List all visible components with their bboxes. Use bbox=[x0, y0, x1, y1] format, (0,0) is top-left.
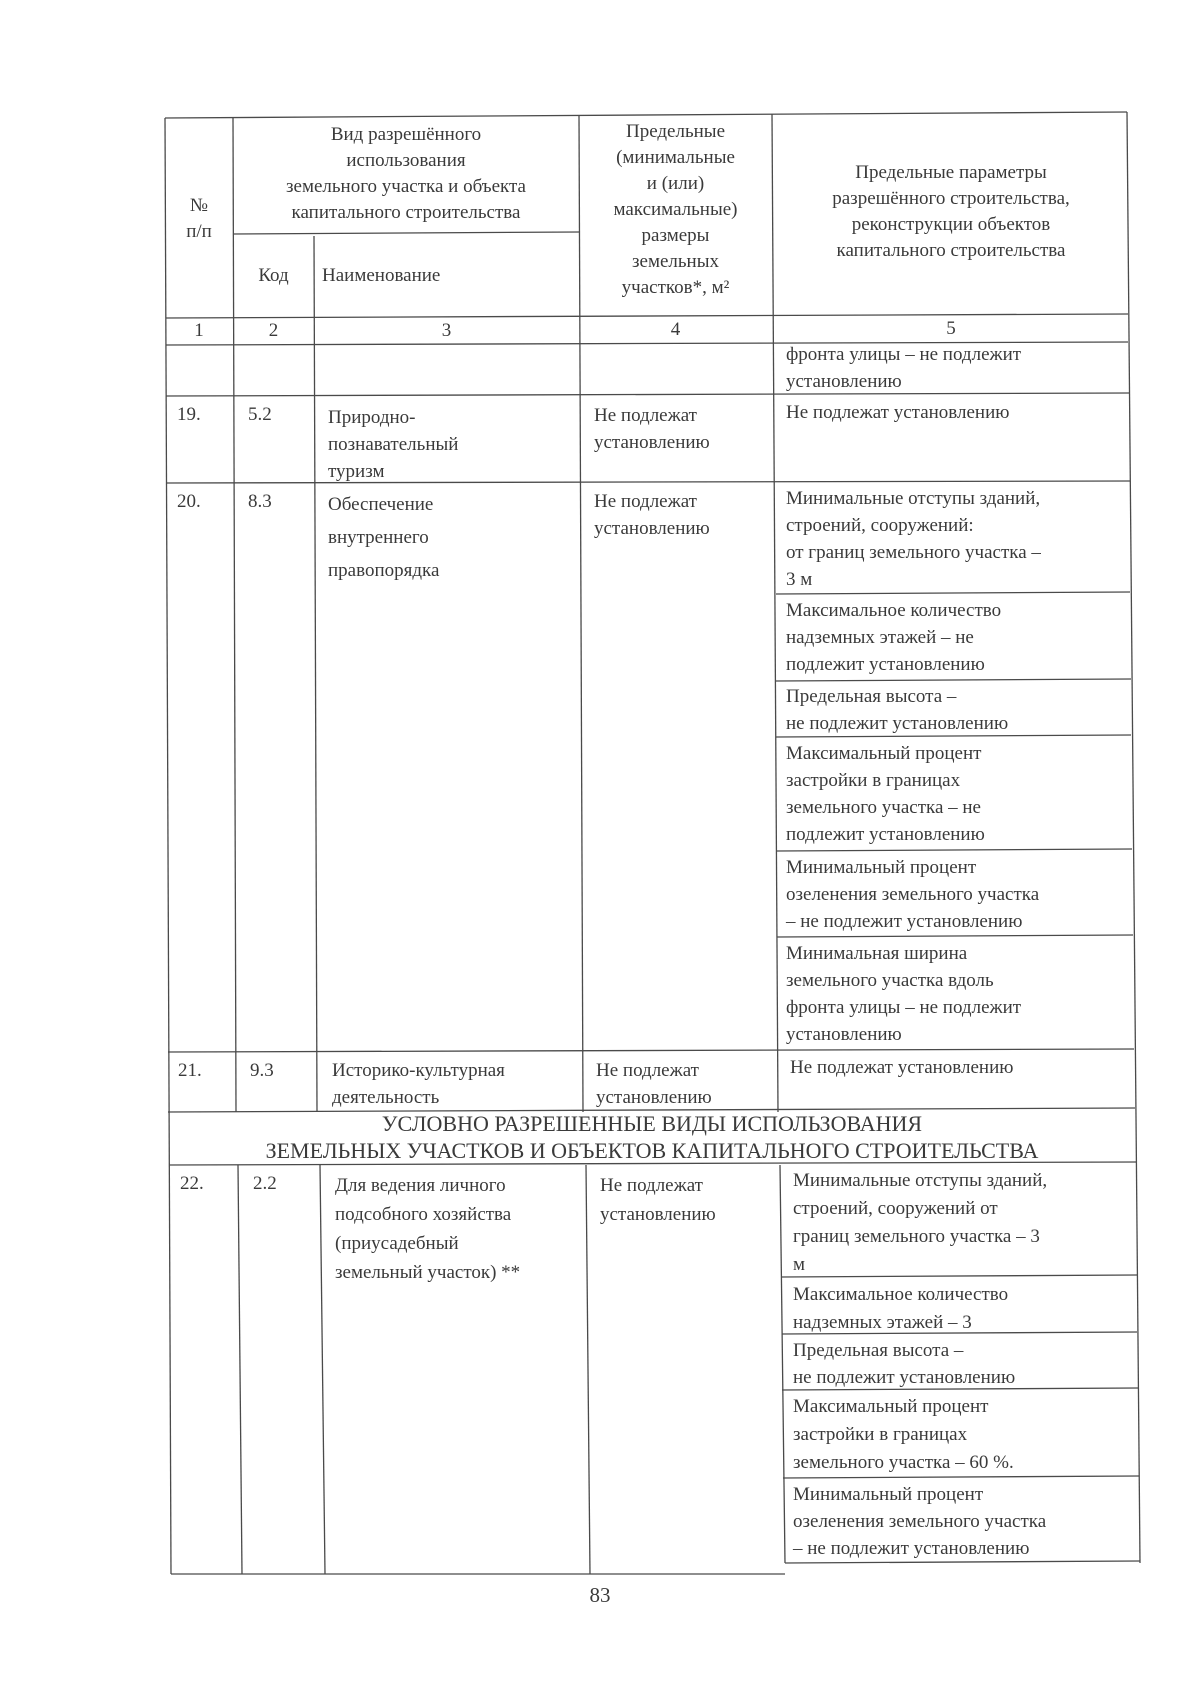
row-name: Историко-культурная деятельность bbox=[332, 1060, 505, 1108]
header-num-label: № п/п bbox=[186, 195, 212, 242]
row-param: Предельная высота – не подлежит установлению bbox=[786, 686, 1009, 734]
row-num: 22. bbox=[180, 1173, 204, 1194]
row-param: Предельная высота – не подлежит установлению bbox=[793, 1340, 1016, 1388]
row-name: Природно- познавательный туризм bbox=[328, 407, 459, 482]
row-size: Не подлежат установлению bbox=[594, 405, 710, 453]
row-param: Минимальный процент озеленения земельного участка – не подлежит установлению bbox=[786, 857, 1040, 932]
column-number: 4 bbox=[670, 319, 681, 340]
column-number: 1 bbox=[194, 320, 204, 341]
header-params-label: Предельные параметры разрешённого строительства, реконструкции объектов капитального строительства bbox=[832, 162, 1070, 261]
row-param: Максимальное количество надземных этажей – 3 bbox=[793, 1284, 1009, 1333]
row-param: Минимальные отступы зданий, строений, сооружений: от границ земельного участка – 3 м bbox=[786, 488, 1041, 590]
row-param: Максимальный процент застройки в границах земельного участка – не подлежит установлению bbox=[786, 743, 985, 845]
header-kod-label: Код bbox=[258, 265, 289, 286]
section-title: УСЛОВНО РАЗРЕШЕННЫЕ ВИДЫ ИСПОЛЬЗОВАНИЯ ЗЕМЕЛЬНЫХ УЧАСТКОВ И ОБЪЕКТОВ КАПИТАЛЬНОГО СТРОИТЕЛЬСТВА bbox=[265, 1111, 1039, 1163]
row-param: Максимальное количество надземных этажей – не подлежит установлению bbox=[786, 600, 1002, 675]
row-name: Для ведения личного подсобного хозяйства (приусадебный земельный участок) ** bbox=[335, 1175, 521, 1283]
row-param: Не подлежат установлению bbox=[790, 1057, 1014, 1078]
header-vid-label: Вид разрешённого использования земельного участка и объекта капитального строительства bbox=[286, 124, 526, 223]
row-code: 8.3 bbox=[248, 491, 272, 512]
row-param: Минимальная ширина земельного участка вдоль фронта улицы – не подлежит установлению bbox=[786, 943, 1022, 1045]
header-sizes-label: Предельные (минимальные и (или) максимальные) размеры земельных участков*, м² bbox=[613, 121, 738, 298]
row-param: Не подлежат установлению bbox=[786, 402, 1010, 423]
row-param: Минимальные отступы зданий, строений, сооружений от границ земельного участка – 3 м bbox=[793, 1170, 1048, 1275]
row-code: 9.3 bbox=[250, 1060, 274, 1081]
row-param: Максимальный процент застройки в границах земельного участка – 60 %. bbox=[793, 1396, 1014, 1473]
row-size: Не подлежат установлению bbox=[600, 1175, 716, 1225]
column-number: 3 bbox=[441, 320, 452, 341]
row-num: 20. bbox=[177, 491, 201, 512]
column-number: 2 bbox=[268, 320, 279, 341]
row-param: Минимальный процент озеленения земельного участка – не подлежит установлению bbox=[793, 1484, 1047, 1559]
row-size: Не подлежат установлению bbox=[596, 1060, 712, 1108]
row-code: 2.2 bbox=[253, 1173, 277, 1194]
row-num: 19. bbox=[177, 404, 201, 425]
column-number: 5 bbox=[946, 318, 956, 339]
row-name: Обеспечение внутреннего правопорядка bbox=[328, 494, 440, 581]
row-size: Не подлежат установлению bbox=[594, 491, 710, 539]
header-name-label: Наименование bbox=[322, 265, 441, 286]
row-code: 5.2 bbox=[248, 404, 272, 425]
page-number: 83 bbox=[589, 1583, 611, 1607]
continuation-params: фронта улицы – не подлежит установлению bbox=[786, 344, 1022, 392]
row-num: 21. bbox=[178, 1060, 202, 1081]
